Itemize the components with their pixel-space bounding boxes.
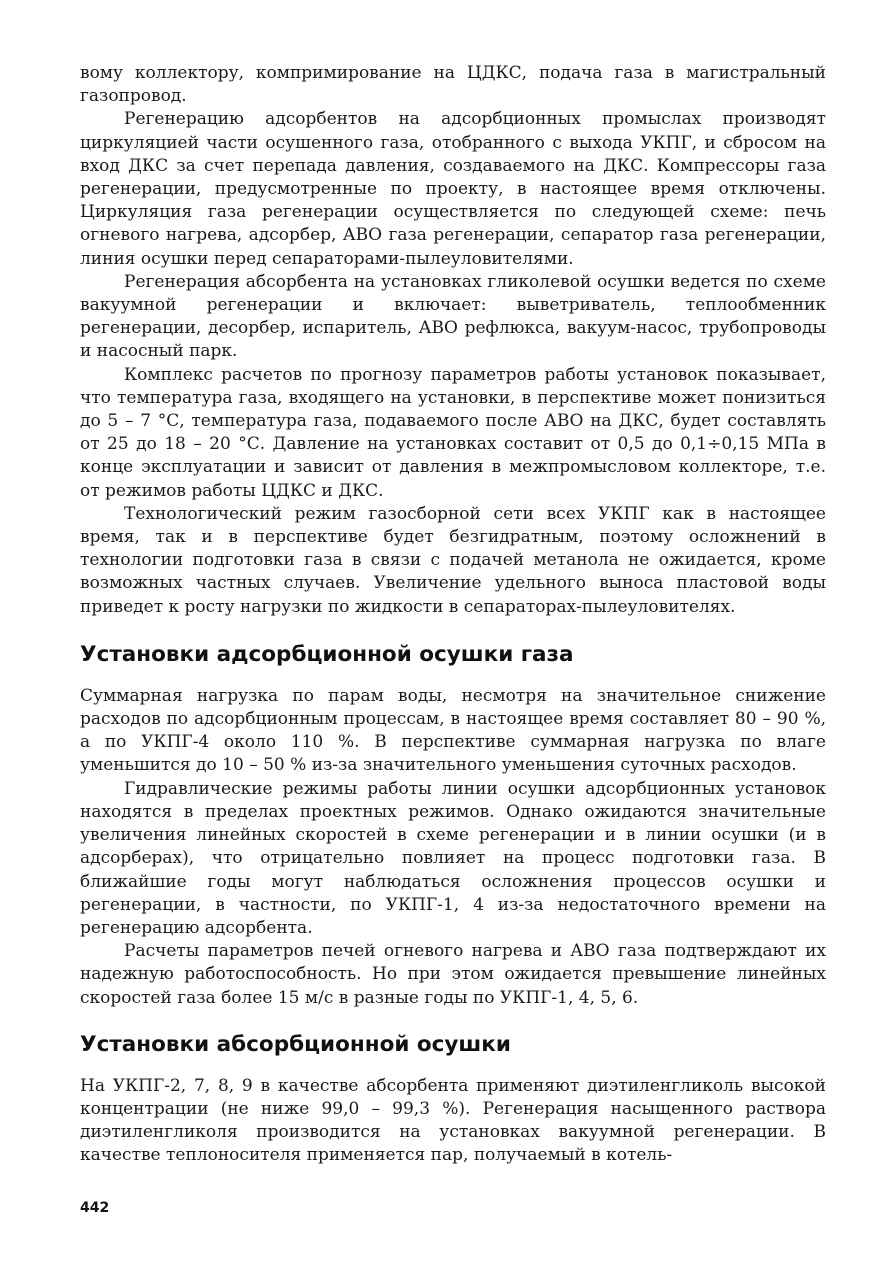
paragraph-regeneration-absorbent: Регенерация абсорбента на установках гликолевой осушки ведется по схеме вакуумной регенерации и включает: выветриватель, теплообменник регенерации, десорбер, испаритель, АВО рефлюкса, вакуум-насос, трубопроводы и насосный парк. — [80, 271, 826, 362]
paragraph-technological-mode: Технологический режим газосборной сети всех УКПГ как в настоящее время, так и в перспективе будет безгидратным, поэтому осложнений в технологии подготовки газа в связи с подачей метанола не ожидается, кроме возможных частных случаев. Увеличение удельного выноса пластовой воды приведет к росту нагрузки по жидкости в сепараторах-пылеуловителях. — [80, 503, 826, 617]
paragraph-water-load: Суммарная нагрузка по парам воды, несмотря на значительное снижение расходов по адсорбционным процессам, в настоящее время составляет 80 – 90 %, а по УКПГ-4 около 110 %. В перспективе суммарная нагрузка по влаге уменьшится до 10 – 50 % из-за значительного уменьшения суточных расходов. — [80, 685, 826, 776]
paragraph-calculations: Комплекс расчетов по прогнозу параметров работы установок показывает, что температура газа, входящего на установки, в перспективе может понизиться до 5 – 7 °С, температура газа, подаваемого после АВО на ДКС, будет составлять от 25 до 18 – 20 °С. Давление на установках составит от 0,5 до 0,1÷0,15 МПа в конце эксплуатации и зависит от давления в межпромысловом коллекторе, т.е. от режимов работы ЦДКС и ДКС. — [80, 364, 826, 501]
section-heading-adsorption: Установки адсорбционной осушки газа — [80, 641, 574, 667]
paragraph-furnace-calculations: Расчеты параметров печей огневого нагрева и АВО газа подтверждают их надежную работоспособность. Но при этом ожидается превышение линейных скоростей газа более 15 м/с в разные годы по УКПГ-1, 4, 5, 6. — [80, 941, 826, 1008]
paragraph-regeneration-adsorbents: Регенерацию адсорбентов на адсорбционных промыслах производят циркуляцией части осушенного газа, отобранного с выхода УКПГ, и сбросом на вход ДКС за счет перепада давления, создаваемого на ДКС. Компрессоры газа регенерации, предусмотренные по проекту, в настоящее время отключены. Циркуляция газа регенерации осуществляется по следующей схеме: печь огневого нагрева, адсорбер, АВО газа регенерации, сепаратор газа регенерации, линия осушки перед сепараторами-пылеуловителями. — [80, 109, 826, 269]
paragraph-hydraulic-modes: Гидравлические режимы работы линии осушки адсорбционных установок находятся в пределах проектных режимов. Однако ожидаются значительные увеличения линейных скоростей в схеме регенерации и в линии осушки (и в адсорберах), что отрицательно повлияет на процесс подготовки газа. В ближайшие годы могут наблюдаться осложнения процессов осушки и регенерации, в частности, по УКПГ-1, 4 из-за недостаточного времени на регенерацию адсорбента. — [80, 778, 826, 938]
page-body — [80, 62, 826, 1168]
page-number: 442 — [80, 1200, 110, 1216]
paragraph-continuation: вому коллектору, компримирование на ЦДКС, подача газа в магистральный газопровод. — [80, 63, 826, 107]
paragraph-diethylene-glycol: На УКПГ-2, 7, 8, 9 в качестве абсорбента применяют диэтиленгликоль высокой концентрации (не ниже 99,0 – 99,3 %). Регенерация насыщенного раствора диэтиленгликоля производится на установках вакуумной регенерации. В качестве теплоносителя применяется пар, получаемый в котель- — [80, 1075, 826, 1166]
section-heading-absorption: Установки абсорбционной осушки — [80, 1031, 511, 1057]
